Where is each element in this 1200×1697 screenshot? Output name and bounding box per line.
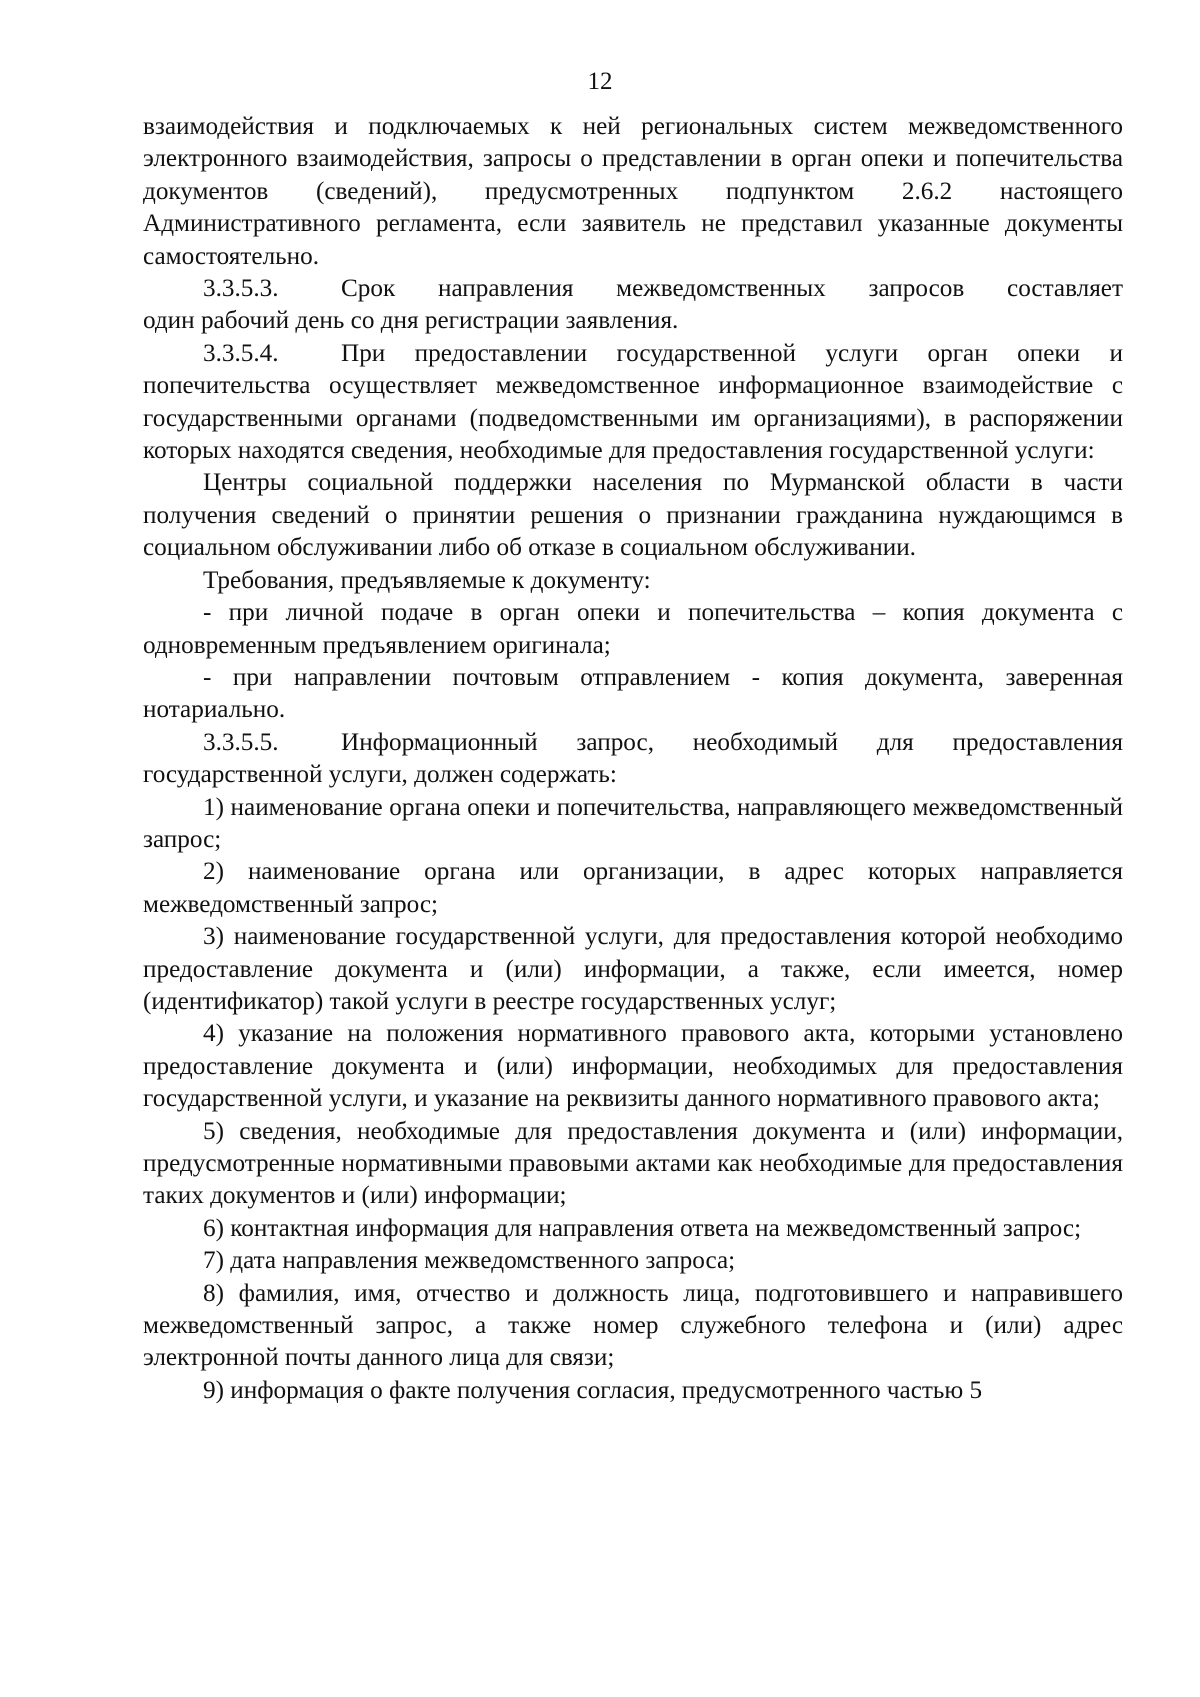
section-lead-text: При предоставлении государственной услуги орган опеки и <box>341 339 1123 367</box>
list-item: 2) наименование органа или организации, в адрес которых направляется межведомственный запрос; <box>143 858 1123 918</box>
section-lead-text: Срок направления межведомственных запросов составляет <box>341 275 1123 303</box>
section-number: 3.3.5.3. <box>203 275 279 303</box>
section-3-3-5-3 <box>143 273 1123 338</box>
section-number: 3.3.5.5. <box>203 728 279 756</box>
list-item: 1) наименование органа опеки и попечительства, направляющего межведомственный запрос; <box>143 793 1123 853</box>
page-number: 12 <box>587 68 613 95</box>
list-item: 3) наименование государственной услуги, для предоставления которой необходимо предоставление документа и (или) информации, а также, если имеется, номер (идентификатор) такой услуги в реестре государственных услуг; <box>143 923 1123 1015</box>
list-item: 4) указание на положения нормативного правового акта, которыми установлено предоставление документа и (или) информации, необходимых для предоставления государственной услуги, и указание на реквизиты данного нормативного правового акта; <box>143 1020 1123 1113</box>
section-number: 3.3.5.4. <box>203 339 279 367</box>
paragraph-social-centers: Центры социальной поддержки населения по Мурманской области в части получения сведений о принятии решения о признании гражданина нуждающимся в социальном обслуживании либо об отказе в социальном обслуживании. <box>143 469 1123 562</box>
paragraph-requirements: Требования, предъявляемые к документу: <box>203 566 651 594</box>
list-item: 6) контактная информация для направления ответа на межведомственный запрос; <box>203 1214 1082 1242</box>
section-3-3-5-4 <box>143 338 1123 468</box>
paragraph-continuation: взаимодействия и подключаемых к ней региональных систем межведомственного электронного взаимодействия, запросы о представлении в орган опеки и попечительства документов (сведений), предусмотренных подпунктом 2.6.2 настоящего Административного регламента, если заявитель не представил указанные документы самостоятельно. <box>143 113 1123 270</box>
section-text: государственной услуги, должен содержать: <box>143 761 617 789</box>
list-item: 5) сведения, необходимые для предоставления документа и (или) информации, предусмотренные нормативными правовыми актами как необходимые для предоставления таких документов и (или) информации; <box>143 1117 1123 1210</box>
requirement-item: - при направлении почтовым отправлением - копия документа, заверенная нотариально. <box>143 663 1123 724</box>
section-lead-text: Информационный запрос, необходимый для предоставления <box>341 728 1123 756</box>
list-item: 8) фамилия, имя, отчество и должность лица, подготовившего и направившего межведомственный запрос, а также номер служебного телефона и (или) адрес электронной почты данного лица для связи; <box>143 1279 1123 1372</box>
list-item: 9) информация о факте получения согласия, предусмотренного частью 5 <box>203 1376 983 1404</box>
requirement-item: - при личной подаче в орган опеки и попечительства – копия документа с одновременным предъявлением оригинала; <box>143 599 1123 659</box>
list-item: 7) дата направления межведомственного запроса; <box>203 1247 736 1275</box>
section-3-3-5-5 <box>143 727 1123 792</box>
section-text: один рабочий день со дня регистрации заявления. <box>143 307 679 335</box>
document-body <box>143 111 1123 1407</box>
section-text: попечительства осуществляет межведомственное информационное взаимодействие с государственными органами (подведомственными им организациями), в распоряжении которых находятся сведения, необходимые для предоставления государственной услуги: <box>143 372 1123 465</box>
